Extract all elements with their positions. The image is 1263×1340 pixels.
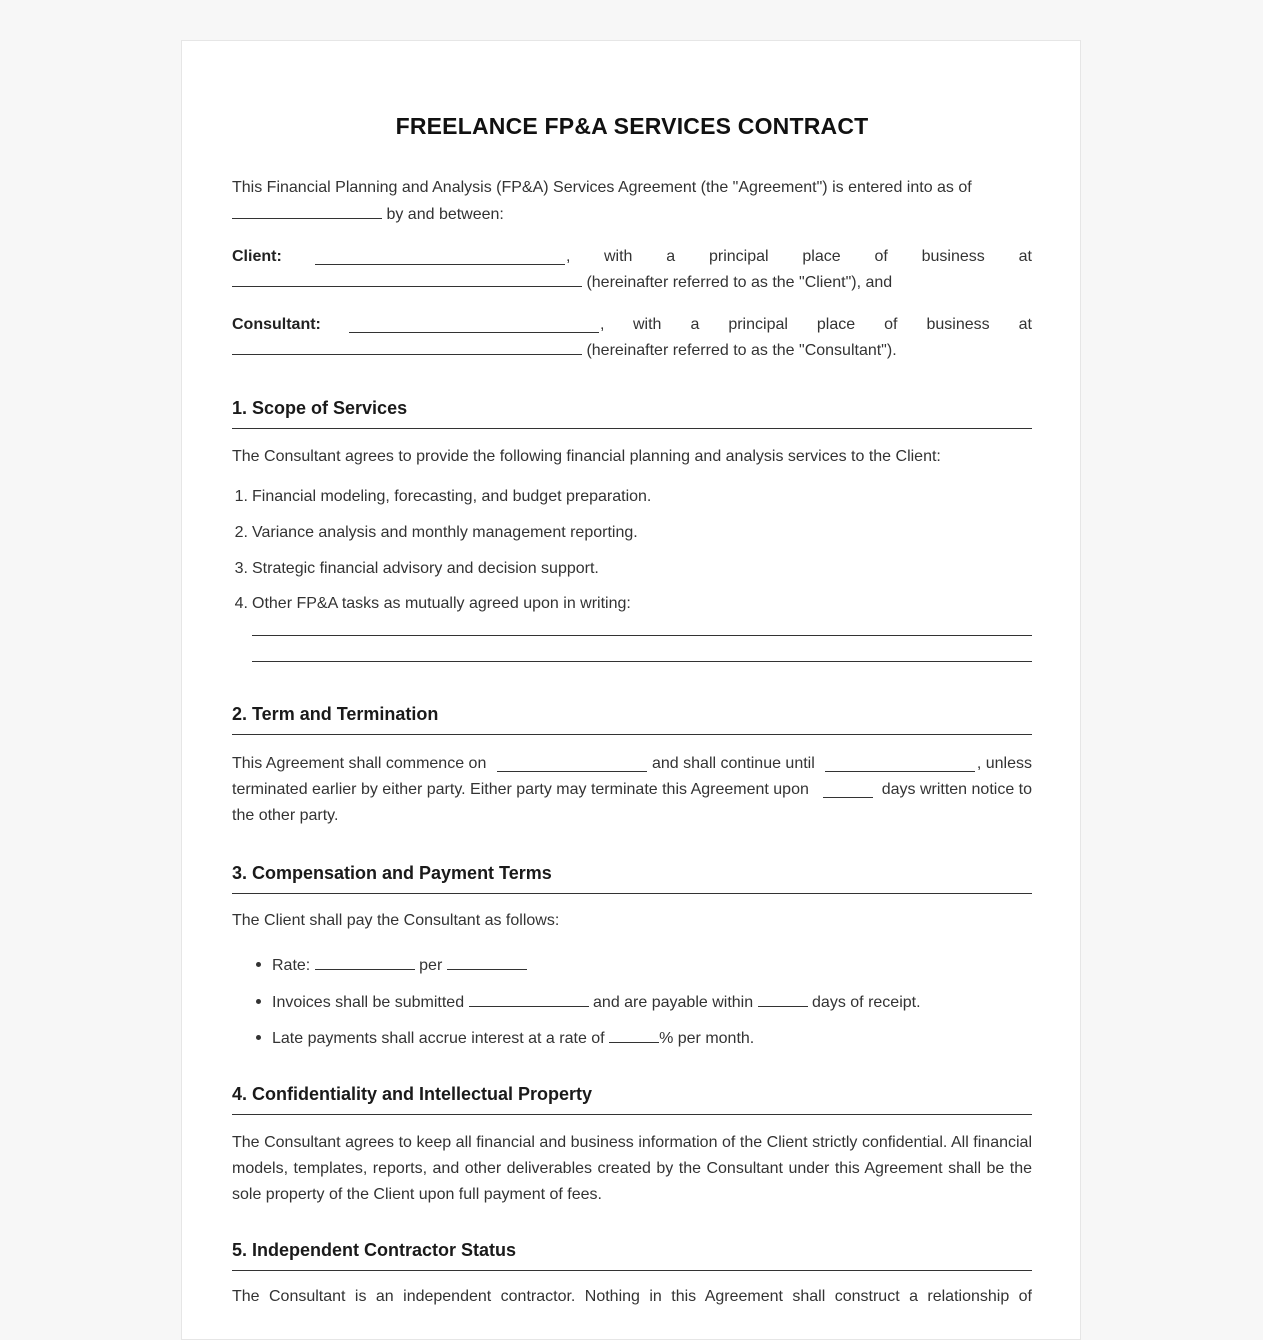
notice-days-blank[interactable] xyxy=(823,782,873,798)
client-address-row xyxy=(232,270,1032,296)
client-spread-words: with a principal place of business at xyxy=(604,248,1032,265)
list-item: Invoices shall be submitted and are payable within days of receipt. xyxy=(272,991,921,1013)
start-date-blank[interactable] xyxy=(497,756,647,772)
list-item: Rate: per xyxy=(272,954,527,976)
consultant-spread-words: with a principal place of business at xyxy=(633,316,1032,333)
consultant-tail: (hereinafter referred to as the "Consultant"). xyxy=(586,342,897,359)
end-date-blank[interactable] xyxy=(825,756,975,772)
section-1-heading: 1. Scope of Services xyxy=(232,398,1032,429)
section-5-body: The Consultant is an independent contractor. Nothing in this Agreement shall construct a relationship of xyxy=(232,1288,1032,1305)
rate-unit-blank[interactable] xyxy=(447,954,527,970)
list-item: 3. Strategic financial advisory and decision support. xyxy=(234,560,599,577)
payment-days-blank[interactable] xyxy=(758,991,808,1007)
page-title: FREELANCE FP&A SERVICES CONTRACT xyxy=(395,113,869,139)
list-item: 1. Financial modeling, forecasting, and budget preparation. xyxy=(234,488,652,505)
section-1-intro: The Consultant agrees to provide the following financial planning and analysis services to the Client: xyxy=(232,448,941,465)
consultant-address-blank[interactable] xyxy=(232,339,582,355)
section-3-heading: 3. Compensation and Payment Terms xyxy=(232,863,1032,894)
section-5-heading: 5. Independent Contractor Status xyxy=(232,1240,1032,1271)
invoice-frequency-blank[interactable] xyxy=(469,991,589,1007)
list-item: Late payments shall accrue interest at a rate of % per month. xyxy=(272,1027,754,1049)
document-page xyxy=(181,40,1081,1340)
client-label: Client: xyxy=(232,248,282,265)
term-line-3: the other party. xyxy=(232,807,339,824)
client-name-blank[interactable] xyxy=(315,249,565,265)
list-item: 4. Other FP&A tasks as mutually agreed upon in writing: xyxy=(234,595,631,612)
intro-line-2 xyxy=(232,202,1032,228)
client-address-blank[interactable] xyxy=(232,271,582,287)
section-3-intro: The Client shall pay the Consultant as follows: xyxy=(232,912,560,929)
client-tail: (hereinafter referred to as the "Client"), and xyxy=(586,274,893,291)
intro-line-1: This Financial Planning and Analysis (FP&A) Services Agreement (the "Agreement") is entered into as of xyxy=(232,179,972,196)
consultant-label: Consultant: xyxy=(232,316,321,333)
section-4-heading: 4. Confidentiality and Intellectual Property xyxy=(232,1084,1032,1115)
other-tasks-blank-2[interactable] xyxy=(252,661,1032,662)
date-blank[interactable] xyxy=(232,203,382,219)
term-line-1: This Agreement shall commence on and shall continue until , unless xyxy=(232,755,1032,772)
interest-rate-blank[interactable] xyxy=(609,1027,659,1043)
intro-by-and-between: by and between: xyxy=(386,206,504,223)
client-row: Client: , with a principal place of business at xyxy=(232,244,1032,270)
list-item: 2. Variance analysis and monthly management reporting. xyxy=(234,524,638,541)
consultant-row: Consultant: , with a principal place of business at xyxy=(232,312,1032,338)
rate-blank[interactable] xyxy=(315,954,415,970)
section-4-body: The Consultant agrees to keep all financial and business information of the Client strictly confidential. All financial models, templates, reports, and other deliverables created by the Consultant under this Agreement shall be the sole property of the Client upon full payment of fees. xyxy=(232,1134,1032,1203)
section-2-heading: 2. Term and Termination xyxy=(232,704,1032,735)
consultant-address-row xyxy=(232,338,1032,364)
consultant-name-blank[interactable] xyxy=(349,317,599,333)
term-line-2: terminated earlier by either party. Either party may terminate this Agreement upon days written notice to xyxy=(232,781,1032,798)
other-tasks-blank-1[interactable] xyxy=(252,635,1032,636)
